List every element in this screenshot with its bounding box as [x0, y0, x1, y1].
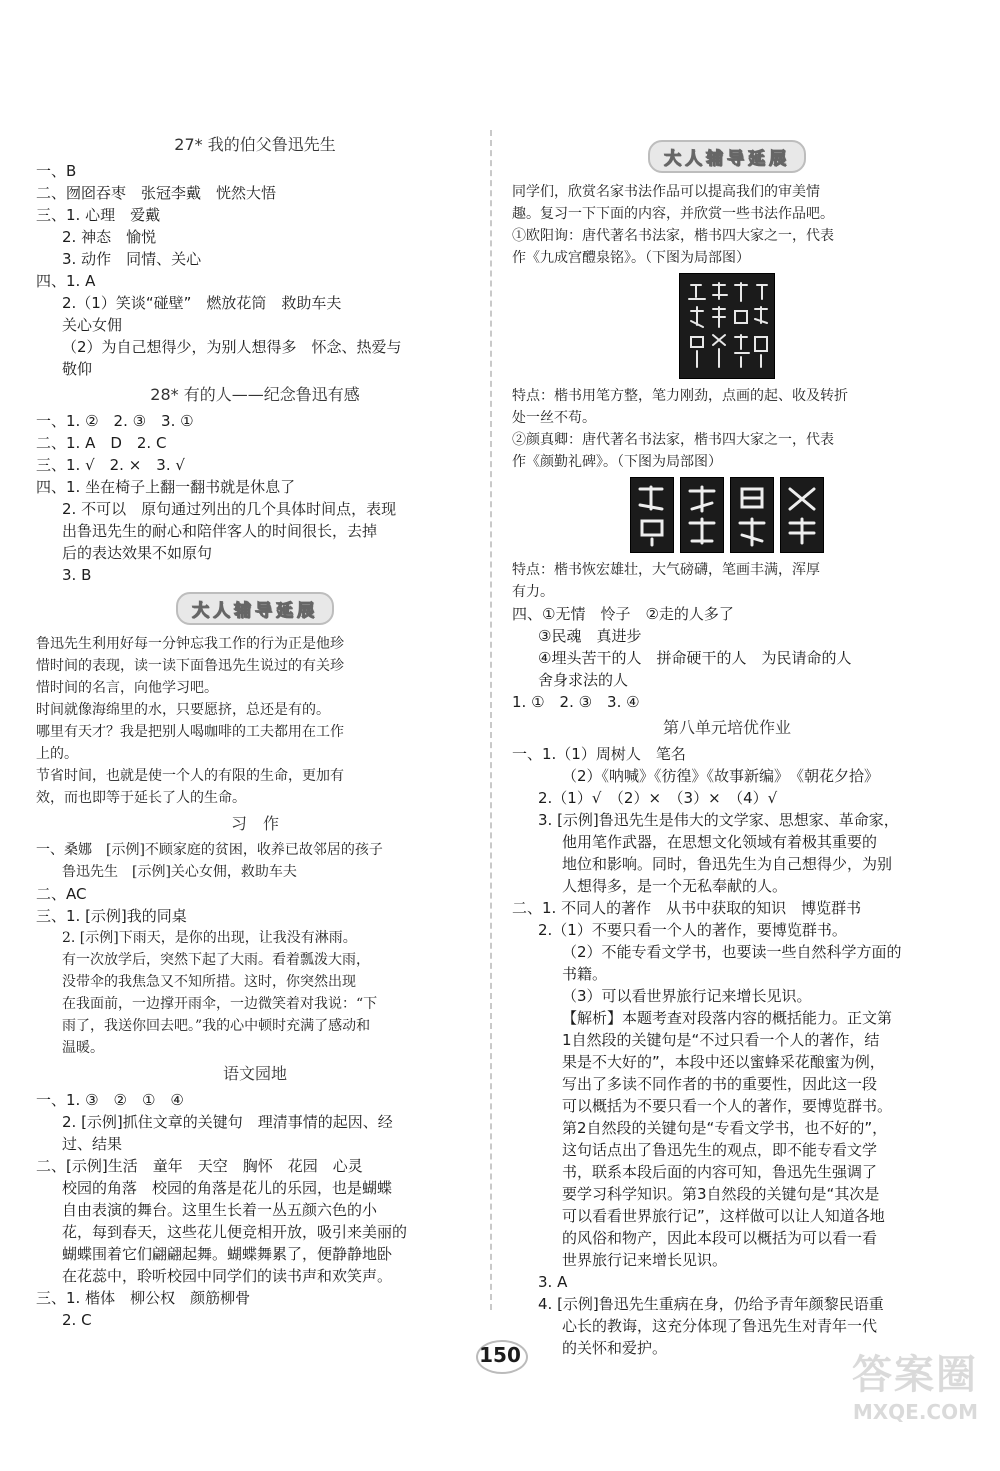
- answer-line: 一、B: [36, 162, 77, 180]
- analysis-line: 果是不大好的”，本段中还以蜜蜂采花酿蜜为例，: [562, 1053, 885, 1071]
- page-number: [470, 1338, 530, 1372]
- extension-line: ②颜真卿：唐代著名书法家，楷书四大家之一，代表: [512, 432, 834, 448]
- answer-line: （2）《呐喊》《彷徨》《故事新编》 《朝花夕拾》: [562, 767, 880, 785]
- column-divider: [490, 130, 492, 1310]
- answer-line: 2. 不可以 原句通过列出的几个具体时间点，表现: [62, 500, 397, 518]
- ouyang-calligraphy-image: [679, 273, 775, 379]
- answer-line: （2）不能专看文学书，也要读一些自然科学方面的: [562, 943, 902, 961]
- quote-line: 时间就像海绵里的水，只要愿挤，总还是有的。: [36, 702, 330, 718]
- extension-line: 惜时间的名言，向他学习吧。: [36, 680, 218, 696]
- answer-line: 花，每到春天，这些花儿便竞相开放，吸引来美丽的: [62, 1223, 408, 1241]
- page-number-text: 150: [479, 1343, 521, 1367]
- analysis-line: 可以概括为不要只看一个人的著作，要博览群书。: [562, 1097, 893, 1115]
- answer-line: 四、1. 坐在椅子上翻一翻书就是休息了: [36, 478, 296, 496]
- answer-line: 四、1. A: [36, 272, 96, 290]
- quote-line: 效，而也即等于延长了人的生命。: [36, 790, 246, 806]
- answer-line: 舍身求法的人: [538, 671, 629, 689]
- answer-line: 二、囫囵吞枣 张冠李戴 恍然大悟: [36, 184, 277, 202]
- answer-line: 2. [示例]抓住文章的关键句 理清事情的起因、经: [62, 1113, 393, 1131]
- left-column: [36, 130, 474, 1331]
- yan-calligraphy-image-2: [680, 477, 724, 553]
- analysis-line: 要学习科学知识。第3自然段的关键句是“其次是: [562, 1185, 880, 1203]
- yan-calligraphy-image-1: [630, 477, 674, 553]
- answer-line: 三、1. [示例]我的同桌: [36, 907, 187, 925]
- watermark-logo: [808, 1343, 978, 1453]
- answer-line: 有一次放学后，突然下起了大雨。看着瓢泼大雨，: [62, 952, 370, 968]
- answer-line: ④埋头苦干的人 拼命硬干的人 为民请命的人: [538, 649, 852, 667]
- section-title-yuandi: 语文园地: [222, 1064, 287, 1083]
- answer-line: 他用笔作武器，在思想文化领域有着极其重要的: [562, 833, 878, 851]
- answer-line: 2.（1）不要只看一个人的著作，要博览群书。: [538, 921, 847, 939]
- answer-line: 二、1. A D 2. C: [36, 434, 167, 452]
- answer-line: 出鲁迅先生的耐心和陪伴客人的时间很长，去掉: [62, 522, 378, 540]
- answer-line: 3. 动作 同情、关心: [62, 250, 202, 268]
- section-title-28: 28* 有的人——纪念鲁迅有感: [150, 385, 360, 404]
- answer-line: 没带伞的我焦急又不知所措。这时，你突然出现: [62, 974, 356, 990]
- answer-line: 鲁迅先生 [示例]关心女佣，救助车夫: [62, 864, 297, 880]
- section-title-xizuo: 习 作: [230, 814, 279, 833]
- answer-line: 过、结果: [62, 1135, 123, 1153]
- answer-line: 自由表演的舞台。这里生长着一丛五颜六色的小: [62, 1201, 378, 1219]
- quote-line: 上的。: [36, 746, 78, 762]
- answer-line: 雨了，我送你回去吧。”我的心中顿时充满了感动和: [62, 1018, 371, 1034]
- analysis-line: 写出了多读不同作者的书的重要性，因此这一段: [562, 1075, 878, 1093]
- answer-line: 心长的教诲，这充分体现了鲁迅先生对青年一代: [562, 1317, 878, 1335]
- answer-line: 地位和影响。同时，鲁迅先生为自己想得少，为别: [562, 855, 893, 873]
- analysis-line: 可以看看世界旅行记”，这样做可以让人知道各地: [562, 1207, 885, 1225]
- answer-line: 三、1. 心理 爱戴: [36, 206, 161, 224]
- answer-line: 在我面前，一边撑开雨伞，一边微笑着对我说：“下: [62, 996, 378, 1012]
- right-column: [512, 140, 942, 1359]
- answer-line: 2.（1）笑谈“碰壁” 燃放花筒 救助车夫: [62, 294, 342, 312]
- answer-line: 1. ① 2. ③ 3. ④: [512, 693, 640, 711]
- ouyang-calligraphy-row: [512, 273, 942, 379]
- answer-line: 蝴蝶围着它们翩翩起舞。蝴蝶舞累了，便静静地卧: [62, 1245, 393, 1263]
- answer-line: （2）为自己想得少，为别人想得多 怀念、热爱与: [62, 338, 402, 356]
- analysis-line: 世界旅行记来增长见识。: [562, 1251, 728, 1269]
- yan-calligraphy-row: [512, 477, 942, 553]
- watermark-title: 答案圈: [852, 1352, 978, 1398]
- feature-line: 处一丝不苟。: [512, 410, 596, 426]
- answer-line: 2. [示例]下雨天，是你的出现，让我没有淋雨。: [62, 930, 357, 946]
- analysis-line: 【解析】本题考查对段落内容的概括能力。正文第: [562, 1009, 893, 1027]
- answer-line: 后的表达效果不如原句: [62, 544, 213, 562]
- analysis-line: 第2自然段的关键句是“专看文学书，也不好的”，: [562, 1119, 888, 1137]
- feature-line: 特点：楷书恢宏雄壮，大气磅礴，笔画丰满，浑厚: [512, 562, 820, 578]
- quote-line: 哪里有天才？我是把别人喝咖啡的工夫都用在工作: [36, 724, 344, 740]
- answer-line: ③民魂 真进步: [538, 627, 642, 645]
- extension-line: 同学们，欣赏名家书法作品可以提高我们的审美情: [512, 184, 820, 200]
- extension-banner-wrap: [512, 140, 942, 173]
- answer-line: 一、1.（1）周树人 笔名: [512, 745, 686, 763]
- analysis-line: 书，联系本段后面的内容可知，鲁迅先生强调了: [562, 1163, 878, 1181]
- extension-banner-wrap: [36, 592, 474, 625]
- answer-line: 一、1. ③ ② ① ④: [36, 1091, 184, 1109]
- answer-line: 人想得多，是一个无私奉献的人。: [562, 877, 788, 895]
- extension-line: 鲁迅先生利用好每一分钟忘我工作的行为正是他珍: [36, 636, 344, 652]
- feature-line: 有力。: [512, 584, 554, 600]
- answer-line: 二、1. 不同人的著作 从书中获取的知识 博览群书: [512, 899, 862, 917]
- answer-line: 2.（1）√ （2）× （3）× （4）√: [538, 789, 778, 807]
- analysis-line: 的风俗和物产，因此本段可以概括为可以看一看: [562, 1229, 878, 1247]
- answer-line: 3. A: [538, 1273, 568, 1291]
- quote-line: 节省时间，也就是使一个人的有限的生命，更加有: [36, 768, 344, 784]
- extension-banner: 大人辅导延展: [648, 140, 806, 173]
- feature-line: 特点：楷书用笔方整，笔力刚劲，点画的起、收及转折: [512, 388, 848, 404]
- answer-line: 2. C: [62, 1311, 92, 1329]
- extension-line: 惜时间的表现，读一读下面鲁迅先生说过的有关珍: [36, 658, 344, 674]
- answer-line: 敬仰: [62, 360, 93, 378]
- answer-line: 4. [示例]鲁迅先生重病在身，仍给予青年颜黎民语重: [538, 1295, 884, 1313]
- answer-line: 3. B: [62, 566, 92, 584]
- yan-calligraphy-image-3: [730, 477, 774, 553]
- answer-line: 关心女佣: [62, 316, 123, 334]
- answer-line: 一、桑娜 [示例]不顾家庭的贫困，收养已故邻居的孩子: [36, 842, 383, 858]
- answer-line: 二、AC: [36, 885, 87, 903]
- section-title-27: 27* 我的伯父鲁迅先生: [174, 135, 336, 154]
- analysis-line: 1自然段的关键句是“不过只看一个人的著作，结: [562, 1031, 880, 1049]
- analysis-line: 这句话点出了鲁迅先生的观点，即不能专看文学: [562, 1141, 878, 1159]
- yan-calligraphy-image-4: [780, 477, 824, 553]
- extension-banner: 大人辅导延展: [176, 592, 334, 625]
- answer-line: 一、1. ② 2. ③ 3. ①: [36, 412, 194, 430]
- answer-line: 2. 神态 愉悦: [62, 228, 157, 246]
- answer-line: 3. [示例]鲁迅先生是伟大的文学家、思想家、革命家，: [538, 811, 899, 829]
- extension-line: 作《九成宫醴泉铭》。（下图为局部图）: [512, 250, 750, 266]
- answer-line: 书籍。: [562, 965, 608, 983]
- answer-line: 二、[示例]生活 童年 天空 胸怀 花园 心灵: [36, 1157, 363, 1175]
- extension-line: ①欧阳询：唐代著名书法家，楷书四大家之一，代表: [512, 228, 834, 244]
- answer-line: 校园的角落 校园的角落是花儿的乐园，也是蝴蝶: [62, 1179, 393, 1197]
- extension-line: 趣。复习一下下面的内容，并欣赏一些书法作品吧。: [512, 206, 834, 222]
- answer-line: 三、1. √ 2. × 3. √: [36, 456, 185, 474]
- answer-line: （3）可以看世界旅行记来增长见识。: [562, 987, 812, 1005]
- answer-line: 温暖。: [62, 1040, 104, 1056]
- section-title-unit8: 第八单元培优作业: [662, 718, 791, 737]
- watermark-url: MXQE.COM: [852, 1400, 978, 1424]
- extension-line: 作《颜勤礼碑》。（下图为局部图）: [512, 454, 722, 470]
- answer-line: 在花蕊中，聆听校园中同学们的读书声和欢笑声。: [62, 1267, 393, 1285]
- answer-line: 的关怀和爱护。: [562, 1339, 668, 1357]
- answer-line: 三、1. 楷体 柳公权 颜筋柳骨: [36, 1289, 251, 1307]
- answer-line: 四、①无情 怜子 ②走的人多了: [512, 605, 734, 623]
